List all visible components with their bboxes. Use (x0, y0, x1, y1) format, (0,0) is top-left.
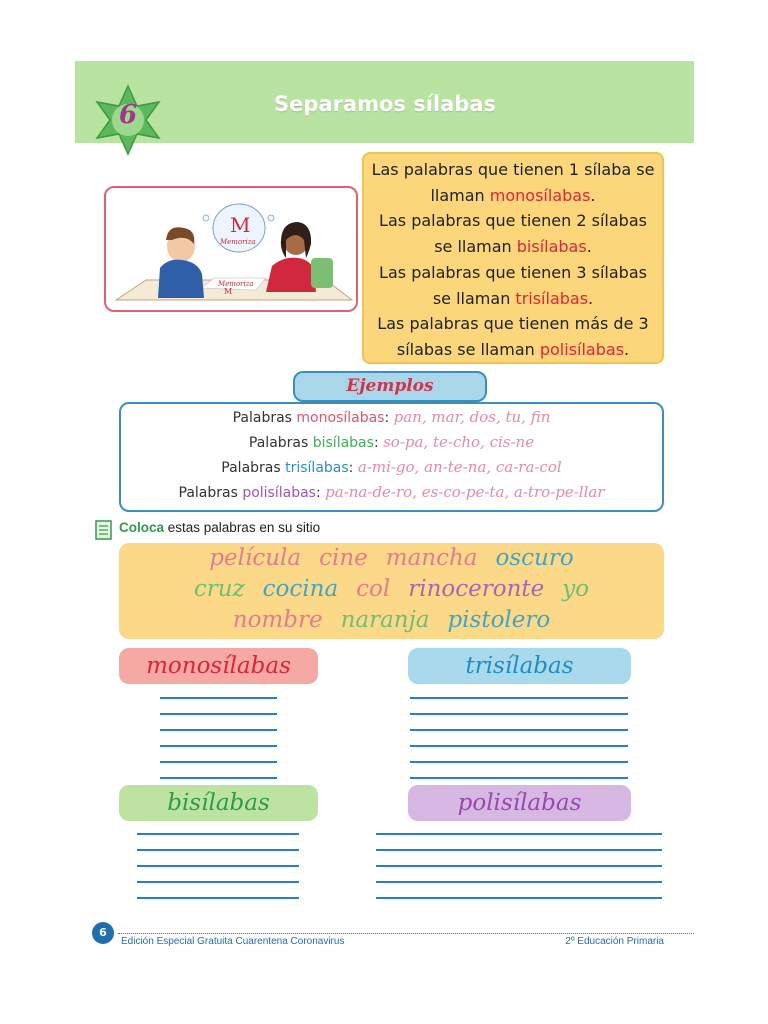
word-item: cruz (193, 576, 245, 602)
paper-letter: M (224, 287, 233, 296)
category-trisilabas: trisílabas (408, 648, 631, 684)
example-row-polisilabas: Palabras polisílabas: pa-na-de-ro, es-co-pe-ta, a-tro-pe-llar (178, 483, 605, 501)
paper-label: Memoriza (218, 280, 254, 288)
bubble-word: Memoriza (220, 238, 256, 246)
unit-number: 6 (118, 100, 138, 130)
footer-grade: 2º Educación Primaria (565, 936, 664, 947)
word-line (119, 576, 664, 602)
word-item: nombre (232, 607, 323, 633)
answer-lines-bisilabas[interactable] (137, 833, 299, 913)
notebook-icon (95, 520, 113, 540)
instruction-text: Coloca estas palabras en su sitio (119, 520, 321, 535)
footer-divider (118, 933, 694, 934)
answer-lines-polisilabas[interactable] (376, 833, 662, 913)
word-item: pistolero (447, 607, 551, 633)
example-row-monosilabas: Palabras monosílabas: pan, mar, dos, tu, fin (232, 408, 551, 426)
examples-label: Ejemplos (346, 376, 434, 396)
rule-line: Las palabras que tienen 1 sílaba se llaman monosílabas. (371, 160, 655, 205)
word-item: naranja (340, 607, 430, 633)
category-monosilabas: monosílabas (119, 648, 318, 684)
page-number: 6 (92, 922, 114, 944)
word-line (119, 545, 664, 571)
answer-lines-trisilabas[interactable] (410, 697, 628, 793)
answer-lines-monosilabas[interactable] (160, 697, 277, 793)
children-thinking-illustration (106, 188, 356, 310)
examples-box (119, 402, 664, 512)
word-item: cine (319, 545, 368, 571)
word-item: mancha (385, 545, 478, 571)
page-title: Separamos sílabas (274, 92, 496, 116)
word-line (119, 607, 664, 633)
example-row-trisilabas: Palabras trisílabas: a-mi-go, an-te-na, ca-ra-col (221, 458, 562, 476)
word-item: rinoceronte (408, 576, 545, 602)
word-item: col (356, 576, 391, 602)
rule-line: Las palabras que tienen más de 3 sílabas se llaman polisílabas. (377, 314, 649, 359)
rule-line: Las palabras que tienen 3 sílabas se llaman trisílabas. (379, 262, 647, 308)
example-row-bisilabas: Palabras bisílabas: so-pa, te-cho, cis-ne (248, 433, 535, 451)
word-bank (119, 543, 664, 639)
rule-line: Las palabras que tienen 2 sílabas se llaman bisílabas. (379, 211, 647, 257)
examples-tab (293, 371, 487, 402)
word-item: película (209, 545, 302, 571)
category-polisilabas: polisílabas (408, 785, 631, 821)
word-item: cocina (262, 576, 339, 602)
word-item: yo (562, 576, 590, 602)
bubble-letter: M (230, 213, 251, 237)
category-bisilabas: bisílabas (119, 785, 318, 821)
word-item: oscuro (495, 545, 574, 571)
rules-box (362, 152, 664, 364)
illustration-frame (104, 186, 358, 312)
footer-edition: Edición Especial Gratuita Cuarentena Coronavirus (121, 936, 345, 947)
